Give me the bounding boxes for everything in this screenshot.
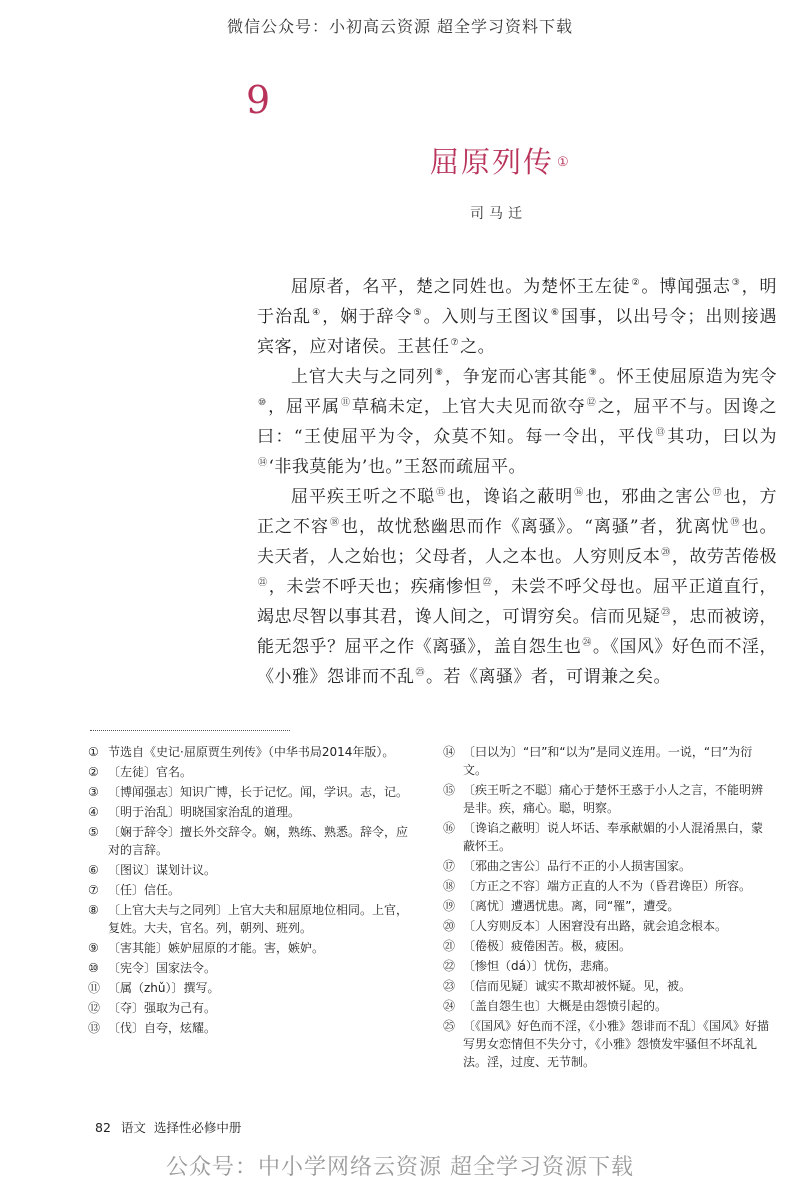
text-run: ，争宠而心害其能 xyxy=(444,367,588,387)
footnote-marker: ⑫ xyxy=(586,398,597,409)
footnote xyxy=(88,979,408,997)
footnote-marker: ⑰ xyxy=(712,488,723,499)
footnote-text: 〔害其能〕嫉妒屈原的才能。害，嫉妒。 xyxy=(108,941,325,955)
footnote xyxy=(443,977,773,995)
footnote-number: ⑰ xyxy=(443,859,456,873)
footnote xyxy=(443,743,773,779)
footnote xyxy=(88,823,408,859)
paragraph xyxy=(257,482,777,692)
page-title: 屈原列传 xyxy=(430,145,555,179)
text-run: 屈原者，名平，楚之同姓也。为楚怀王左徒 xyxy=(291,277,631,297)
footnote-text: 〔夺〕强取为己有。 xyxy=(108,1001,217,1015)
footnote-marker: ⑤ xyxy=(413,308,423,319)
footnote-text: 节选自《史记·屈原贾生列传》（中华书局2014年版）。 xyxy=(108,745,395,759)
footnote-text: 〔伐〕自夸，炫耀。 xyxy=(108,1021,217,1035)
footnote-text: 〔惨怛（dá）〕忧伤，悲痛。 xyxy=(463,959,616,973)
footnote-marker: ㉒ xyxy=(482,578,493,589)
text-run: ‘非我莫能为’也。”王怒而疏屈平。 xyxy=(268,457,527,477)
footnote xyxy=(88,901,408,937)
footnote-text: 〔盖自怨生也〕大概是由怨愤引起的。 xyxy=(463,999,668,1013)
footnote xyxy=(88,743,408,761)
footnote-number: ⑱ xyxy=(443,879,456,893)
footnote-marker: ⑮ xyxy=(436,488,447,499)
footnote-number: ⑮ xyxy=(443,783,456,797)
footnote-marker: ⑩ xyxy=(258,398,268,409)
footnote-text: 〔图议〕谋划计议。 xyxy=(108,863,217,877)
text-run: 屈平疾王听之不聪 xyxy=(291,487,436,507)
paragraph xyxy=(257,272,777,362)
footnote-marker: ⑧ xyxy=(434,368,444,379)
footnote xyxy=(88,959,408,977)
footnote-text: 〔宪令〕国家法令。 xyxy=(108,961,217,975)
text-run: ，忠而被谤，能无怨乎？屈平之作《离骚》，盖自怨生也 xyxy=(257,607,777,657)
footnote xyxy=(443,857,773,875)
footnote-text: 〔倦极〕疲倦困苦。极，疲困。 xyxy=(463,939,632,953)
text-run: 上官大夫与之同列 xyxy=(291,367,434,387)
footnote xyxy=(443,819,773,855)
footnote-number: ⑭ xyxy=(443,745,456,759)
text-run: 草稿未定，上官大夫见而欲夺 xyxy=(351,397,586,417)
page-footer xyxy=(95,1118,241,1136)
footnote-marker: ㉑ xyxy=(258,578,268,589)
text-run: 。怀王使屈原造为宪令 xyxy=(598,367,777,387)
footnote-text: 〔邪曲之害公〕品行不正的小人损害国家。 xyxy=(463,859,692,873)
text-run: ，屈平属 xyxy=(268,397,340,417)
footnote-number: ㉓ xyxy=(443,979,456,993)
text-run: 也，谗谄之蔽明 xyxy=(447,487,574,507)
footnote-text: 〔博闻强志〕知识广博，长于记忆。闻，学识。志，记。 xyxy=(108,785,409,799)
footnote-marker: ⑬ xyxy=(655,428,667,439)
text-run: 也，邪曲之害公 xyxy=(585,487,712,507)
footnote xyxy=(88,1019,408,1037)
text-run: 也，方正之不容 xyxy=(257,487,778,537)
page-number: 82 xyxy=(95,1120,111,1135)
footnote xyxy=(443,917,773,935)
footnote xyxy=(88,939,408,957)
footnote-number: ⑤ xyxy=(88,825,99,839)
paragraph xyxy=(257,362,777,482)
footnote xyxy=(443,997,773,1015)
footnote-text: 〔信而见疑〕诚实不欺却被怀疑。见，被。 xyxy=(463,979,692,993)
footnote-text: 〔谗谄之蔽明〕说人坏话、奉承献媚的小人混淆黑白，蒙蔽怀王。 xyxy=(463,821,764,853)
text-run: ，未尝不呼父母也。屈平正道直行，竭忠尽智以事其君，谗人间之，可谓穷矣。信而见疑 xyxy=(257,577,777,627)
text-run: ，故劳苦倦极 xyxy=(671,547,777,567)
footnote xyxy=(443,1017,773,1071)
footnote-number: ⑫ xyxy=(88,1001,101,1015)
footnote xyxy=(88,803,408,821)
book-title: 语文 选择性必修中册 xyxy=(120,1120,242,1135)
footnote-number: ㉑ xyxy=(443,939,456,953)
footnote-marker: ⑥ xyxy=(550,308,561,319)
footnote-marker: ② xyxy=(631,278,641,289)
footnote-marker: ⑭ xyxy=(258,458,268,469)
footnote-number: ⑨ xyxy=(88,941,99,955)
text-run: 国事，以出号令；出则接遇宾客，应对诸侯。王甚任 xyxy=(257,307,778,357)
title-block xyxy=(430,140,569,181)
text-run: 也。夫天者，人之始也；父母者，人之本也。人穷则反本 xyxy=(257,517,778,567)
footnote-number: ㉕ xyxy=(443,1019,456,1033)
footnote-number: ㉔ xyxy=(443,999,456,1013)
footnote xyxy=(88,763,408,781)
footnotes-right-column xyxy=(443,743,773,1073)
top-watermark-banner: 微信公众号：小初高云资源 超全学习资料下载 xyxy=(226,17,574,36)
text-run: 。入则与王图议 xyxy=(423,307,550,327)
footnote-number: ⑬ xyxy=(88,1021,101,1035)
footnote-number: ⑧ xyxy=(88,903,99,917)
footnote-number: ④ xyxy=(88,805,99,819)
footnote-marker: ⑯ xyxy=(574,488,585,499)
footnote-number: ③ xyxy=(88,785,99,799)
text-run: 。《国风》好色而不淫，《小雅》怨诽而不乱 xyxy=(257,637,778,687)
footnote-number: ⑩ xyxy=(88,961,99,975)
title-footnote-marker: ① xyxy=(557,154,569,170)
text-run: 。若《离骚》者，可谓兼之矣。 xyxy=(426,667,672,687)
footnote xyxy=(88,881,408,899)
footnote-number: ② xyxy=(88,765,99,779)
footnote-marker: ③ xyxy=(731,278,741,289)
text-run: ，明于治乱 xyxy=(257,277,778,327)
footnote-text: 〔左徒〕官名。 xyxy=(108,765,193,779)
footnote xyxy=(88,783,408,801)
text-run: 之，屈平不与。因谗之曰：“王使屈平为令，众莫不知。每一令出，平伐 xyxy=(257,397,777,447)
footnote-marker: ㉔ xyxy=(582,638,592,649)
footnote-number: ⑳ xyxy=(443,919,456,933)
text-run: 也，故忧愁幽思而作《离骚》。“离骚”者，犹离忧 xyxy=(340,517,730,537)
footnote-marker: ㉕ xyxy=(415,668,426,679)
main-text xyxy=(257,272,777,692)
footnote xyxy=(443,781,773,817)
footnote xyxy=(443,957,773,975)
footnote-text: 〔人穷则反本〕人困窘没有出路，就会追念根本。 xyxy=(463,919,728,933)
footnote-marker: ⑳ xyxy=(661,548,671,559)
footnote-number: ⑦ xyxy=(88,883,99,897)
footnote-marker: ⑦ xyxy=(450,338,460,349)
footnote-number: ⑪ xyxy=(88,981,101,995)
footnote-number: ㉒ xyxy=(443,959,456,973)
footnote-marker: ④ xyxy=(312,308,322,319)
footnote-number: ① xyxy=(88,745,99,759)
footnote-text: 〔离忧〕遭遇忧患。离，同“罹”，遭受。 xyxy=(463,899,680,913)
text-run: 其功，曰以为 xyxy=(667,427,777,447)
bottom-watermark-banner: 公众号：中小学网络云资源 超全学习资源下载 xyxy=(166,1155,634,1180)
footnote-number: ⑥ xyxy=(88,863,99,877)
footnote-text: 〔上官大夫与之同列〕上官大夫和屈原地位相同。上官，复姓。大夫，官名。列，朝列、班列。 xyxy=(108,903,409,935)
footnote xyxy=(88,999,408,1017)
footnote-marker: ⑨ xyxy=(588,368,598,379)
footnote-marker: ⑱ xyxy=(329,518,340,529)
text-run: ，未尝不呼天也；疾痛惨怛 xyxy=(268,577,482,597)
footnote-text: 〔明于治乱〕明晓国家治乱的道理。 xyxy=(108,805,301,819)
author: 司马迁 xyxy=(470,206,527,222)
footnote-marker: ⑪ xyxy=(340,398,351,409)
lesson-number: 9 xyxy=(246,78,271,122)
footnote xyxy=(443,877,773,895)
footnote-marker: ㉓ xyxy=(661,608,671,619)
footnote-text: 〔曰以为〕“曰”和“以为”是同义连用。一说，“曰”为衍文。 xyxy=(463,745,753,777)
footnote-marker: ⑲ xyxy=(730,518,741,529)
text-run: 之。 xyxy=(460,337,496,357)
text-run: 。博闻强志 xyxy=(641,277,731,297)
footnote-text: 〔方正之不容〕端方正直的人不为（昏君谗臣）所容。 xyxy=(463,879,752,893)
footnote xyxy=(443,897,773,915)
footnote xyxy=(88,861,408,879)
footnote-text: 〔娴于辞令〕擅长外交辞令。娴，熟练、熟悉。辞令，应对的言辞。 xyxy=(108,825,409,857)
footnote-text: 〔《国风》好色而不淫，《小雅》怨诽而不乱〕《国风》好描写男女恋情但不失分寸，《小雅》怨愤发牢骚但不坏乱礼法。淫，过度、无节制。 xyxy=(463,1019,770,1069)
footnote xyxy=(443,937,773,955)
footnote-number: ⑲ xyxy=(443,899,456,913)
text-run: ，娴于辞令 xyxy=(322,307,413,327)
footnote-text: 〔任〕信任。 xyxy=(108,883,181,897)
footnote-number: ⑯ xyxy=(443,821,456,835)
footnote-text: 〔属（zhǔ）〕撰写。 xyxy=(108,981,220,995)
footnote-divider xyxy=(90,730,290,731)
footnotes-left-column xyxy=(88,743,408,1039)
footnote-text: 〔疾王听之不聪〕痛心于楚怀王惑于小人之言，不能明辨是非。疾，痛心。聪，明察。 xyxy=(463,783,764,815)
